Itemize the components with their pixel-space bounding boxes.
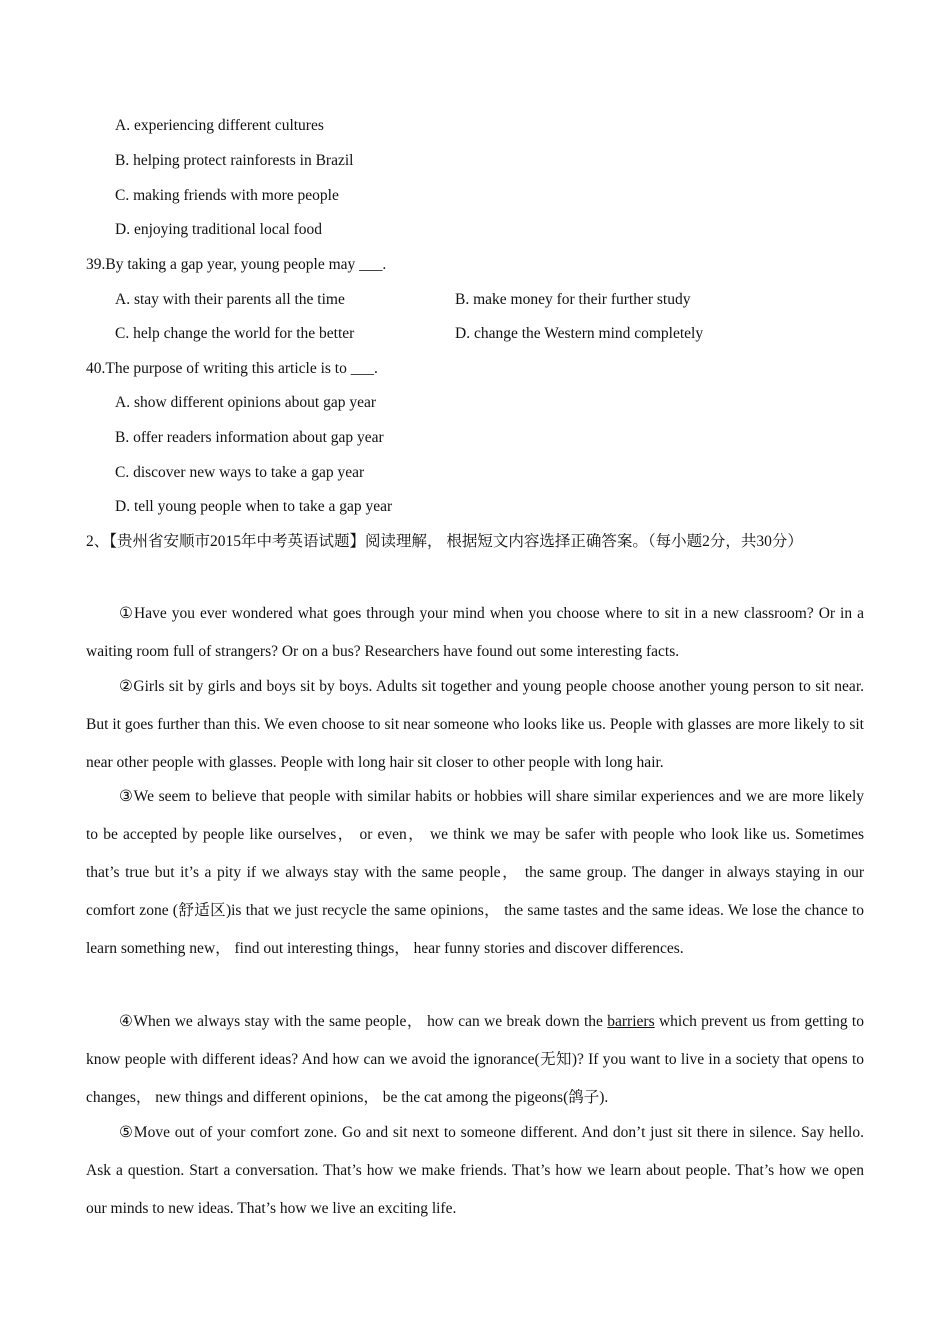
q39-option-a: A. stay with their parents all the time bbox=[115, 291, 345, 308]
q38-option-d: D. enjoying traditional local food bbox=[115, 221, 323, 238]
section-2-header: 2、【贵州省安顺市2015年中考英语试题】阅读理解， 根据短文内容选择正确答案。（每小题2分，共30分） bbox=[86, 533, 803, 550]
paragraph-4 bbox=[86, 1003, 864, 1117]
q40-option-a: A. show different opinions about gap year bbox=[115, 394, 377, 411]
underlined-word-barriers: barriers bbox=[607, 1013, 655, 1030]
q39-option-d: D. change the Western mind completely bbox=[455, 325, 704, 342]
paragraph-3: ③We seem to believe that people with similar habits or hobbies will share similar experiences and we are more likely to be accepted by people like ourselves， or even， we think we may be safer with people who look like us. Sometimes that’s true but it’s a pity if we always stay with the same people， the same group. The danger in always staying in our comfort zone (舒适区)is that we just recycle the same opinions， the same tastes and the same ideas. We lose the chance to learn something new， find out interesting things， hear funny stories and discover differences. bbox=[86, 788, 864, 957]
q38-option-b: B. helping protect rainforests in Brazil bbox=[115, 152, 354, 169]
q40-stem: 40.The purpose of writing this article is to ___. bbox=[86, 360, 378, 377]
paragraph-5: ⑤Move out of your comfort zone. Go and sit next to someone different. And don’t just sit there in silence. Say hello. Ask a question. Start a conversation. That’s how we make friends. That’s how we learn about people. That’s how we open our minds to new ideas. That’s how we live an exciting life. bbox=[86, 1124, 864, 1217]
paragraph-4-rest: which prevent us from getting to know people with different ideas? And how can we avoid the ignorance(无知)? If you want to live in a society that opens to changes， new things and different opinions， be the cat among the pigeons(鸽子). bbox=[86, 1013, 864, 1106]
q40-option-b: B. offer readers information about gap year bbox=[115, 429, 384, 446]
q39-stem: 39.By taking a gap year, young people may ___. bbox=[86, 256, 387, 273]
q40-option-d: D. tell young people when to take a gap year bbox=[115, 498, 393, 515]
q40-option-c: C. discover new ways to take a gap year bbox=[115, 464, 365, 481]
paragraph-4-start: ④When we always stay with the same people， how can we break down the bbox=[119, 1013, 608, 1030]
q39-option-c: C. help change the world for the better bbox=[115, 325, 355, 342]
q38-option-c: C. making friends with more people bbox=[115, 187, 339, 204]
q39-option-b: B. make money for their further study bbox=[455, 291, 691, 308]
paragraph-1: ①Have you ever wondered what goes through your mind when you choose where to sit in a new classroom? Or in a waiting room full of strangers? Or on a bus? Researchers have found out some interesting facts. bbox=[86, 605, 864, 660]
q38-option-a: A. experiencing different cultures bbox=[115, 117, 324, 134]
paragraph-2: ②Girls sit by girls and boys sit by boys. Adults sit together and young people choose another young person to sit near. But it goes further than this. We even choose to sit near someone who looks like us. People with glasses are more likely to sit near other people with glasses. People with long hair sit closer to other people with long hair. bbox=[86, 678, 864, 771]
